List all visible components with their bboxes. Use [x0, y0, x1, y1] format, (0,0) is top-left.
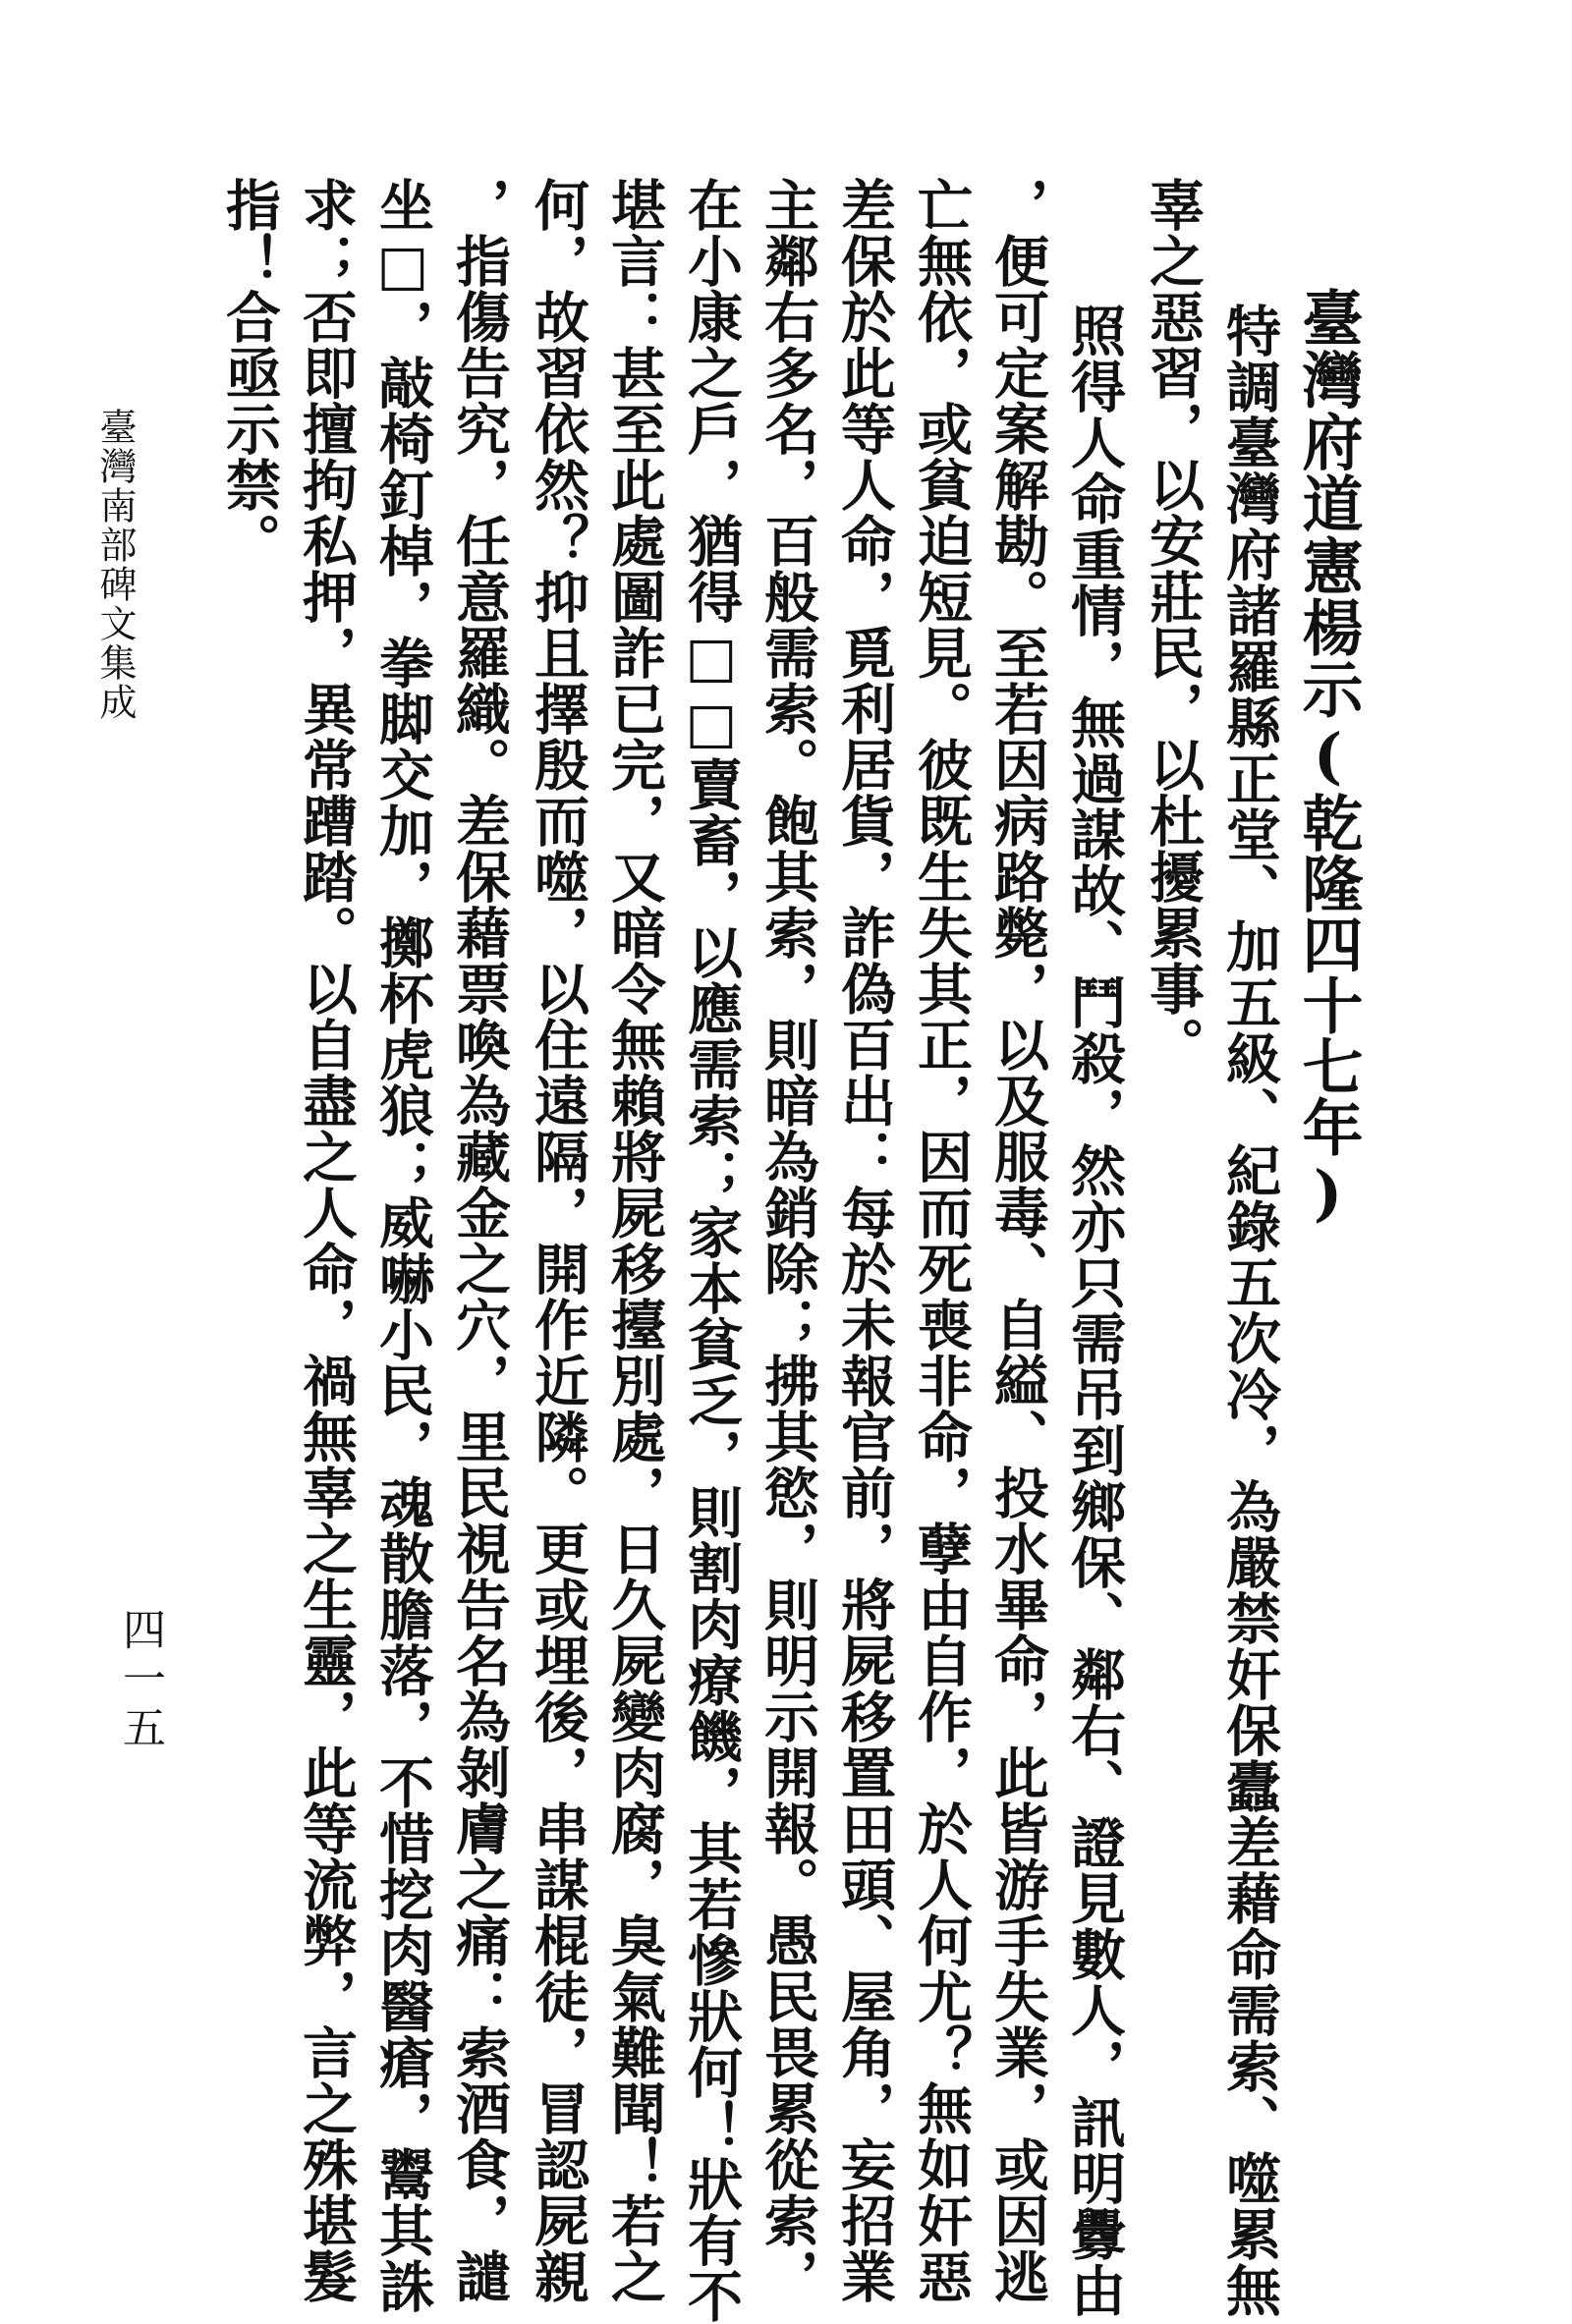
- book-title-footer: 臺灣南部碑文集成: [93, 408, 137, 722]
- title-date: (乾隆四十七年): [1292, 720, 1364, 1229]
- text-column-11: ，指傷告究，任意羅織。差保藉票喚為藏金之穴，里民視告名為剝膚之痛：索酒食，譴: [447, 177, 512, 2304]
- text-column-7: 主鄰右多名，百般需索。飽其索，則暗為銷除；拂其慾，則明示開報。愚民畏累從索，: [756, 177, 820, 2304]
- text-column-13: 求；否即擅拘私押，異常蹧踏。以自盡之人命，禍無辜之生靈，此等流弊，言之殊堪髮: [294, 177, 359, 2304]
- page-number: 四一五: [115, 1607, 165, 1754]
- text-column-5: 亡無依，或貧迫短見。彼既生失其正，因而死喪非命，孽由自作，於人何尤？無如奸惡: [909, 177, 974, 2304]
- text-column-10: 何，故習依然？抑且擇殷而噬，以住遠隔，開作近隣。更或埋後，串謀棍徒，冒認屍親: [526, 177, 590, 2304]
- text-column-1: 特調臺灣府諸羅縣正堂、加五級、紀錄五次冷，為嚴禁奸保蠹差藉命需索、噬累無: [1217, 303, 1282, 2318]
- text-column-12: 坐□，敲椅釘棹，拳脚交加，擲杯虎狼；威嚇小民，魂散膽落，不惜挖肉醫瘡，鬻其誅: [370, 177, 435, 2314]
- text-column-9: 堪言：甚至此處圖詐已完，又暗令無賴將屍移擡別處，日久屍變肉腐，臭氣難聞！若之: [602, 177, 667, 2304]
- text-column-2: 辜之惡習，以安莊民，以杜擾累事。: [1141, 177, 1206, 1073]
- title-text: 臺灣府道憲楊示: [1292, 287, 1364, 720]
- text-column-14: 指！合亟示禁。: [217, 177, 282, 569]
- text-column-3: 照得人命重情，無過謀故、鬥殺，然亦只需吊到鄉保、鄰右、證見數人，訊明釁由: [1062, 303, 1127, 2318]
- text-column-4: ，便可定案解勘。至若因病路斃，以及服毒、自縊、投水畢命，此皆游手失業，或因逃: [985, 177, 1050, 2304]
- text-column-8: 在小康之戶，猶得□□賣畜，以應需索；家本貧乏，則割肉療饑，其若慘狀何！狀有不: [679, 177, 744, 2324]
- text-column-6: 差保於此等人命，覓利居貨，詐偽百出：每於未報官前，將屍移置田頭、屋角，妄招業: [832, 177, 897, 2304]
- document-title: [1292, 287, 1364, 1229]
